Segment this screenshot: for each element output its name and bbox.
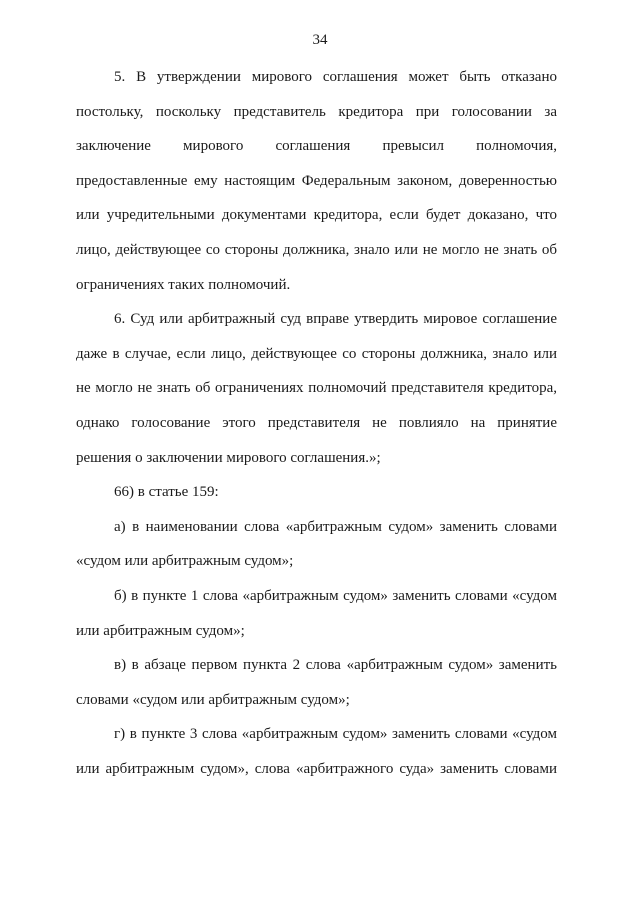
paragraph-6: 6. Суд или арбитражный суд вправе утвердить мировое соглашение даже в случае, если лицо, действующее со стороны должника, знало или не могло не знать об ограничениях полномочий представителя кредитора, однако голосование этого представителя не повлияло на принятие решения о заключении мирового соглашения.»; <box>76 311 557 466</box>
document-body <box>76 60 557 786</box>
paragraph-item-g: г) в пункте 3 слова «арбитражным судом» заменить словами «судом или арбитражным судом», слова «арбитражного суда» заменить словами <box>76 726 557 777</box>
paragraph-item-66: 66) в статье 159: <box>114 484 219 501</box>
page-number: 34 <box>312 32 328 48</box>
paragraph-item-v: в) в абзаце первом пункта 2 слова «арбитражным судом» заменить словами «судом или арбитражным судом»; <box>76 657 557 708</box>
paragraph-5: 5. В утверждении мирового соглашения может быть отказано постольку, поскольку представитель кредитора при голосовании за заключение мирового соглашения превысил полномочия, предоставленные ему настоящим Федеральным законом, доверенностью или учредительными документами кредитора, если будет доказано, что лицо, действующее со стороны должника, знало или не могло не знать об ограничениях таких полномочий. <box>76 69 557 293</box>
paragraph-item-a: а) в наименовании слова «арбитражным судом» заменить словами «судом или арбитражным судом»; <box>76 518 557 570</box>
paragraph-item-b: б) в пункте 1 слова «арбитражным судом» заменить словами «судом или арбитражным судом»; <box>76 587 557 639</box>
